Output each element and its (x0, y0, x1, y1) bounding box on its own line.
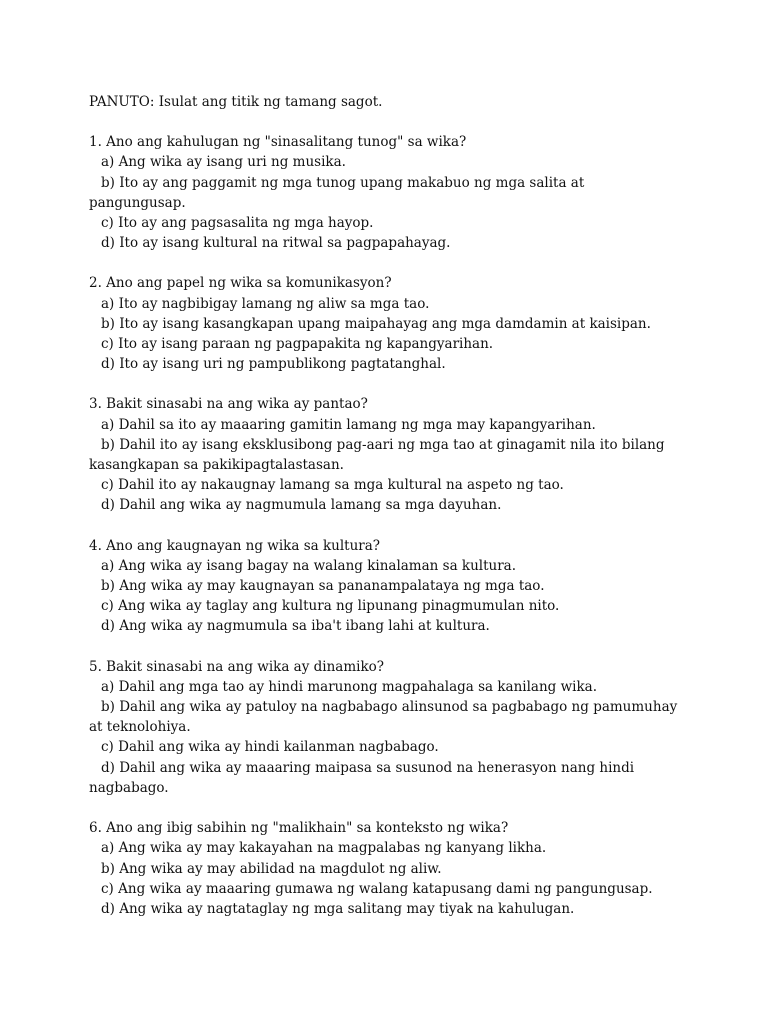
choice-d: d) Dahil ang wika ay nagmumula lamang sa mga dayuhan. (101, 497, 502, 514)
choice-d: d) Ang wika ay nagtataglay ng mga salitang may tiyak na kahulugan. (101, 900, 575, 917)
question-text: 1. Ano ang kahulugan ng "sinasalitang tunog" sa wika? (89, 134, 467, 151)
choice-a: a) Ang wika ay isang uri ng musika. (101, 154, 346, 171)
choice-a: a) Ito ay nagbibigay lamang ng aliw sa mga tao. (101, 295, 430, 312)
choice-a: a) Ang wika ay isang bagay na walang kinalaman sa kultura. (101, 557, 517, 574)
question-text: 3. Bakit sinasabi na ang wika ay pantao? (89, 396, 368, 413)
choice-b: b) Dahil ang wika ay patuloy na nagbabago alinsunod sa pagbabago ng pamumuhay at teknolohiya. (89, 699, 678, 736)
question-text: 6. Ano ang ibig sabihin ng "malikhain" sa konteksto ng wika? (89, 820, 509, 837)
question-text: 4. Ano ang kaugnayan ng wika sa kultura? (89, 537, 381, 554)
question-5 (89, 657, 679, 798)
choice-b: b) Ito ay isang kasangkapan upang maipahayag ang mga damdamin at kaisipan. (101, 315, 651, 332)
choice-a: a) Dahil ang mga tao ay hindi marunong magpahalaga sa kanilang wika. (101, 678, 597, 695)
worksheet-content (89, 92, 679, 939)
question-3 (89, 394, 679, 515)
question-text: 5. Bakit sinasabi na ang wika ay dinamiko? (89, 658, 385, 675)
choice-b: b) Dahil ito ay isang eksklusibong pag-aari ng mga tao at ginagamit nila ito bilang kasangkapan sa pakikipagtalastasan. (89, 436, 665, 474)
choice-c: c) Ang wika ay taglay ang kultura ng lipunang pinagmumulan nito. (101, 598, 560, 615)
choice-c: c) Dahil ito ay nakaugnay lamang sa mga kultural na aspeto ng tao. (101, 477, 564, 494)
question-4 (89, 536, 679, 637)
question-2 (89, 273, 679, 374)
question-text: 2. Ano ang papel ng wika sa komunikasyon? (89, 275, 392, 292)
choice-d: d) Ang wika ay nagmumula sa iba't ibang lahi at kultura. (101, 618, 490, 635)
choice-c: c) Dahil ang wika ay hindi kailanman nagbabago. (101, 739, 439, 756)
choice-b: b) Ang wika ay may kaugnayan sa pananampalataya ng mga tao. (101, 578, 545, 595)
choice-c: c) Ito ay isang paraan ng pagpapakita ng kapangyarihan. (101, 336, 494, 353)
choice-d: d) Ito ay isang uri ng pampublikong pagtatanghal. (101, 356, 446, 373)
choice-d: d) Dahil ang wika ay maaaring maipasa sa susunod na henerasyon nang hindi nagbabago. (89, 759, 635, 796)
question-6 (89, 818, 679, 919)
instruction-text: PANUTO: Isulat ang titik ng tamang sagot. (89, 94, 383, 110)
choice-c: c) Ito ay ang pagsasalita ng mga hayop. (101, 215, 374, 232)
question-1 (89, 132, 679, 253)
choice-c: c) Ang wika ay maaaring gumawa ng walang katapusang dami ng pangungusap. (101, 880, 653, 897)
choice-b: b) Ito ay ang paggamit ng mga tunog upang makabuo ng mga salita at pangungusap. (89, 174, 585, 211)
choice-d: d) Ito ay isang kultural na ritwal sa pagpapahayag. (101, 235, 451, 252)
choice-a: a) Ang wika ay may kakayahan na magpalabas ng kanyang likha. (101, 840, 547, 857)
choice-a: a) Dahil sa ito ay maaaring gamitin lamang ng mga may kapangyarihan. (101, 416, 596, 433)
choice-b: b) Ang wika ay may abilidad na magdulot ng aliw. (101, 860, 442, 877)
